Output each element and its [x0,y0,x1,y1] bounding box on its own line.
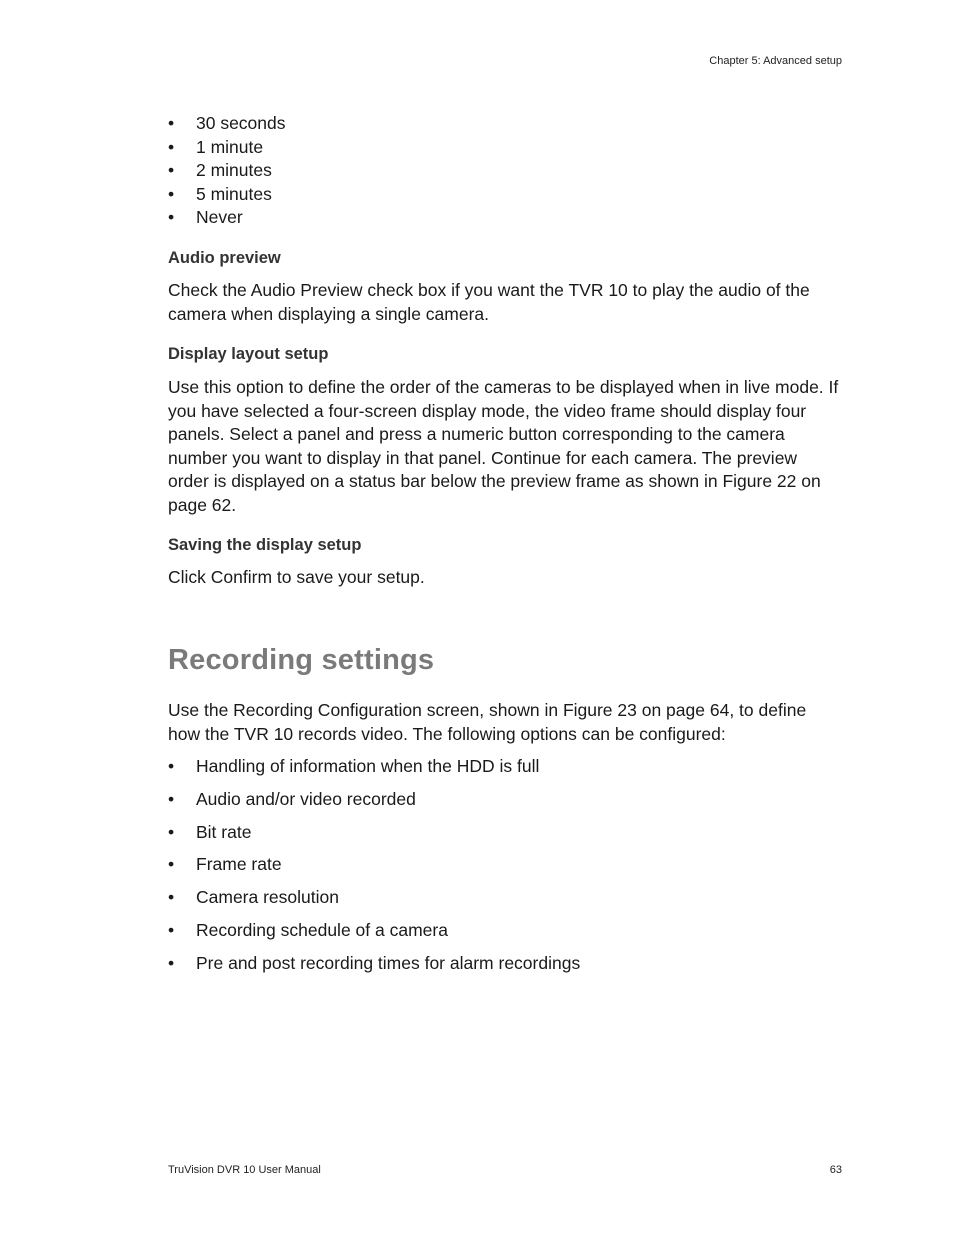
list-item: • Pre and post recording times for alarm recordings [168,952,840,976]
timeout-options-list [168,112,840,230]
footer-manual-title: TruVision DVR 10 User Manual [168,1164,321,1176]
list-item: • 1 minute [168,136,840,160]
display-layout-heading: Display layout setup [168,345,329,363]
list-item: • Handling of information when the HDD is full [168,755,840,779]
saving-text: Click Confirm to save your setup. [168,567,425,587]
recording-intro: Use the Recording Configuration screen, shown in Figure 23 on page 64, to define how the TVR 10 records video. The following options can be configured: [168,700,807,744]
list-item: • Recording schedule of a camera [168,919,840,943]
running-header: Chapter 5: Advanced setup [709,55,842,67]
saving-heading: Saving the display setup [168,536,362,554]
page-number: 63 [829,1164,842,1176]
list-item: • Camera resolution [168,886,840,910]
list-item: • 2 minutes [168,159,840,183]
list-item: • Audio and/or video recorded [168,788,840,812]
section-title: Recording settings [168,644,435,676]
audio-preview-text: Check the Audio Preview check box if you want the TVR 10 to play the audio of the camera when displaying a single camera. [168,280,810,324]
recording-options-list [168,755,840,985]
display-layout-text: Use this option to define the order of the cameras to be displayed when in live mode. If you have selected a four-screen display mode, the video frame should display four panels. Select a panel and press a numeric button corresponding to the camera number you want to display in that panel. Continue for each camera. The preview order is displayed on a status bar below the preview frame as shown in Figure 22 on page 62. [168,377,839,515]
list-item: • 5 minutes [168,183,840,207]
list-item: • Frame rate [168,853,840,877]
audio-preview-heading: Audio preview [168,249,281,267]
list-item: • Never [168,206,840,230]
list-item: • Bit rate [168,821,840,845]
list-item: • 30 seconds [168,112,840,136]
